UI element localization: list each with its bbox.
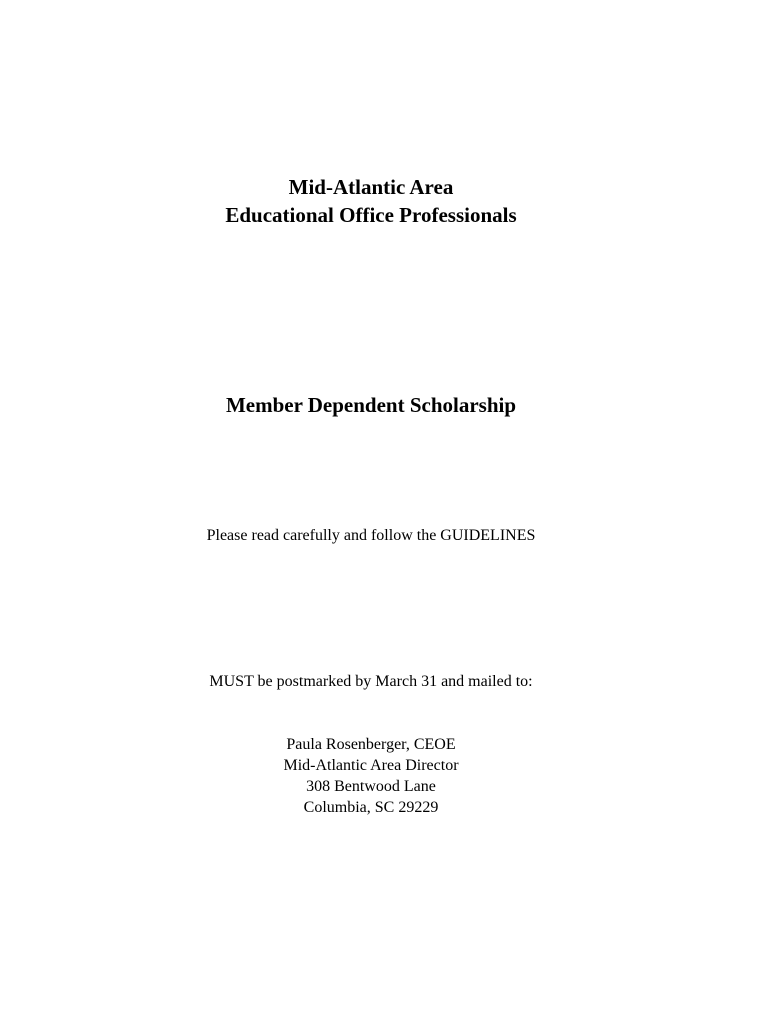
scholarship-title: Member Dependent Scholarship [225,393,517,417]
organization-title-line-1: Mid-Atlantic Area [288,175,454,199]
organization-title-line-2: Educational Office Professionals [225,203,517,227]
mailing-address [0,734,742,818]
address-line-name: Paula Rosenberger, CEOE [286,736,456,753]
postmark-deadline: MUST be postmarked by March 31 and mailed to: [209,673,533,690]
address-line-street: 308 Bentwood Lane [306,778,436,795]
instructions-text: Please read carefully and follow the GUIDELINES [206,527,536,544]
organization-title [0,173,742,229]
address-line-title: Mid-Atlantic Area Director [283,757,459,774]
address-line-city: Columbia, SC 29229 [303,799,439,816]
